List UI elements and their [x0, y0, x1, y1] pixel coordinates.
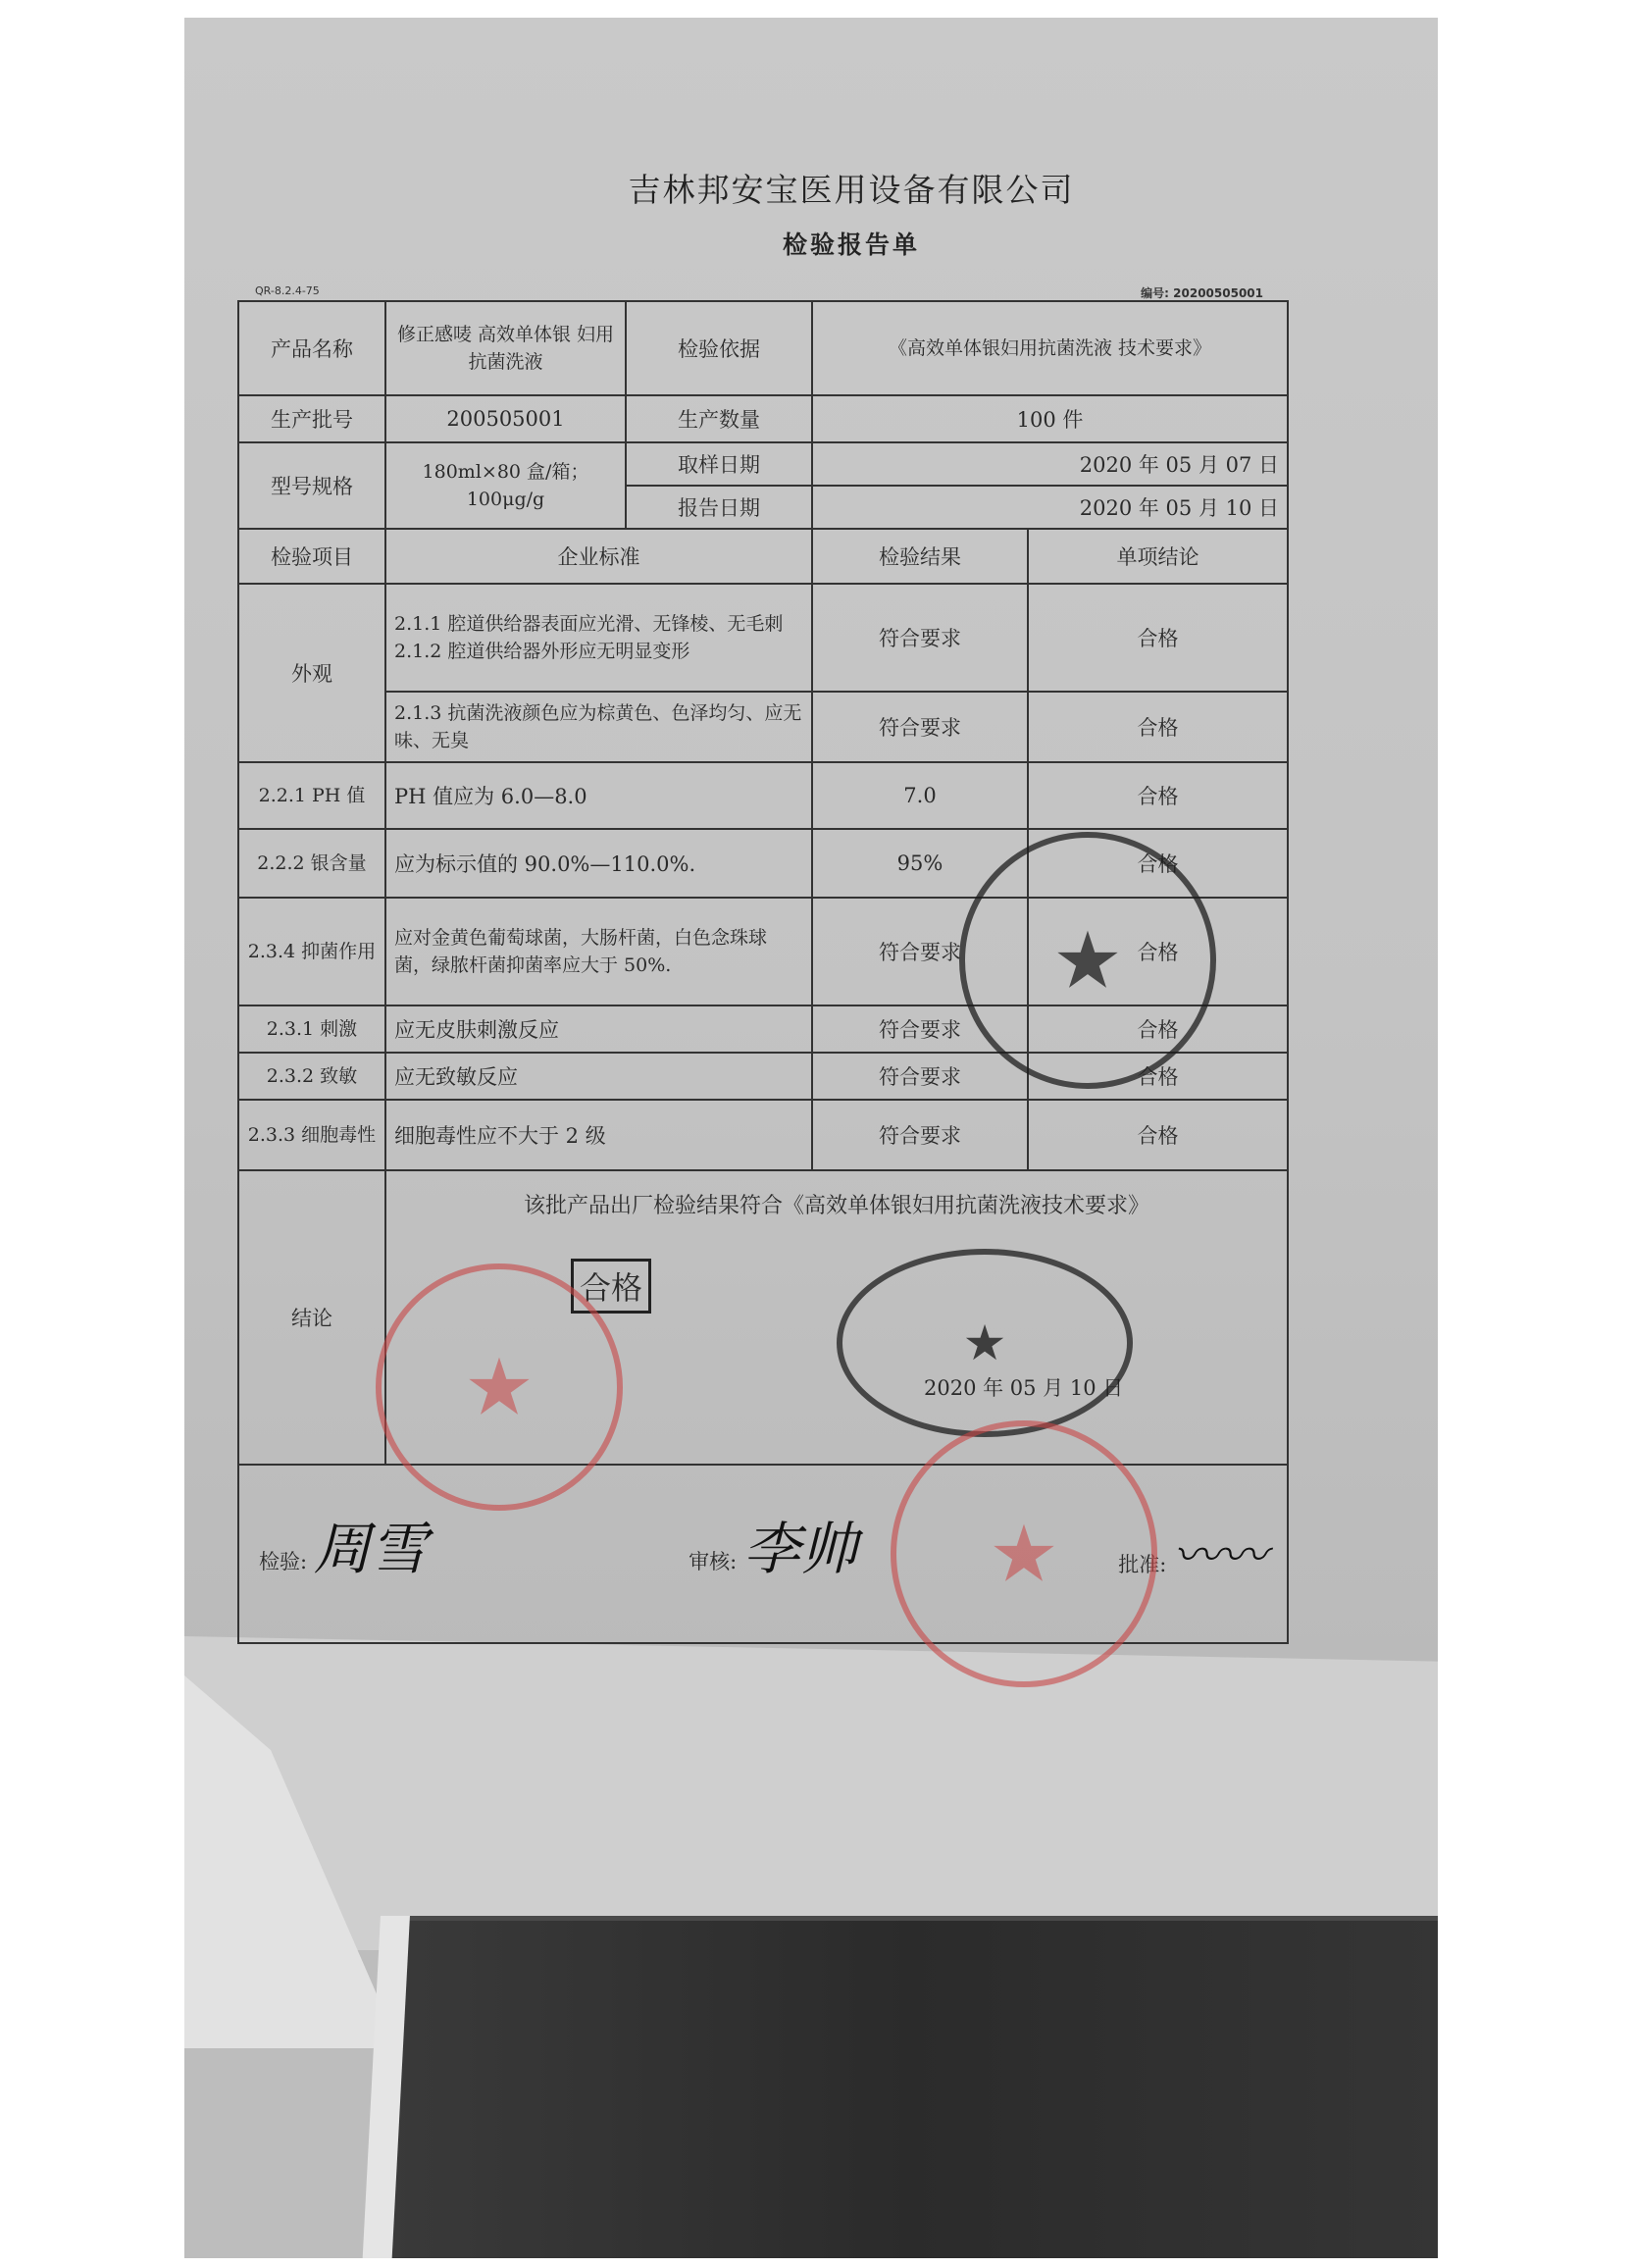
conclusion-date: 2020 年 05 月 10 日 [924, 1376, 1124, 1400]
conclusion-text: 该批产品出厂检验结果符合《高效单体银妇用抗菌洗液技术要求》 [524, 1194, 1150, 1218]
spec-value: 180ml×80 盒/箱； 100μg/g [385, 442, 626, 529]
item-result: 符合要求 [812, 692, 1028, 762]
product-name-value: 修正感唛 高效单体银 妇用抗菌洗液 [385, 301, 626, 395]
item-conclusion: 合格 [1028, 762, 1288, 829]
review-label: 审核: [688, 1550, 738, 1573]
item-conclusion: 合格 [1028, 1100, 1288, 1170]
item-name: 2.3.2 致敏 [238, 1053, 385, 1100]
item-result: 符合要求 [812, 1100, 1028, 1170]
quantity-label: 生产数量 [626, 395, 812, 442]
star-icon: ★ [464, 1341, 535, 1433]
table-row [238, 692, 1288, 762]
conclusion-box-wrap [571, 1259, 1279, 1314]
col-conclusion: 单项结论 [1028, 529, 1288, 584]
item-name: 2.3.4 抑菌作用 [238, 898, 385, 1005]
conclusion-label: 结论 [238, 1170, 385, 1465]
product-name-label: 产品名称 [238, 301, 385, 395]
quantity-value: 100 件 [812, 395, 1288, 442]
table-row [238, 1100, 1288, 1170]
inspection-table [237, 300, 1289, 1644]
report-title: 检验报告单 [782, 231, 920, 259]
item-result: 7.0 [812, 762, 1028, 829]
item-standard: 2.1.3 抗菌洗液颜色应为棕黄色、色泽均匀、应无味、无臭 [385, 692, 812, 762]
approver-signature: 〰〰 [1172, 1528, 1267, 1583]
batch-value: 200505001 [385, 395, 626, 442]
item-standard: 2.1.1 腔道供给器表面应光滑、无锋棱、无毛刺 2.1.2 腔道供给器外形应无明显变形 [385, 584, 812, 692]
table-row [238, 1005, 1288, 1053]
item-conclusion: 合格 [1028, 692, 1288, 762]
item-name: 2.3.3 细胞毒性 [238, 1100, 385, 1170]
item-conclusion: 合格 [1028, 829, 1288, 898]
item-name: 2.2.1 PH 值 [238, 762, 385, 829]
item-name: 2.2.2 银含量 [238, 829, 385, 898]
table-row [238, 395, 1288, 442]
scan-photo [184, 18, 1438, 2258]
inspector-block [259, 1503, 428, 1585]
item-conclusion: 合格 [1028, 898, 1288, 1005]
conclusion-row [238, 1170, 1288, 1465]
signature-line [259, 1503, 1267, 1585]
item-conclusion: 合格 [1028, 584, 1288, 692]
table-row [238, 584, 1288, 692]
item-name: 外观 [238, 584, 385, 762]
table-row [238, 1053, 1288, 1100]
star-icon: ★ [989, 1508, 1059, 1600]
item-standard: 应无致敏反应 [385, 1053, 812, 1100]
col-item: 检验项目 [238, 529, 385, 584]
star-icon: ★ [1052, 914, 1123, 1006]
table-row [238, 301, 1288, 395]
table-row [238, 898, 1288, 1005]
approve-label: 批准: [1118, 1553, 1167, 1576]
signature-row [238, 1465, 1288, 1643]
report-date-label: 报告日期 [626, 486, 812, 529]
table-row [238, 442, 1288, 486]
company-name: 吉林邦安宝医用设备有限公司 [628, 171, 1075, 209]
item-result: 符合要求 [812, 1005, 1028, 1053]
basis-value: 《高效单体银妇用抗菌洗液 技术要求》 [812, 301, 1288, 395]
item-standard: PH 值应为 6.0—8.0 [385, 762, 812, 829]
pass-box: 合格 [571, 1259, 651, 1314]
inspect-label: 检验: [259, 1550, 308, 1573]
conclusion-cell [385, 1170, 1288, 1465]
sample-date-label: 取样日期 [626, 442, 812, 486]
item-standard: 应对金黄色葡萄球菌，大肠杆菌，白色念珠球菌，绿脓杆菌抑菌率应大于 50%. [385, 898, 812, 1005]
table-row [238, 762, 1288, 829]
signature-cell [238, 1465, 1288, 1643]
report-number: 编号: 20200505001 [1141, 286, 1263, 300]
form-code: QR-8.2.4-75 [255, 284, 320, 297]
desk-surface [184, 1636, 1438, 1950]
report-date-value: 2020 年 05 月 10 日 [812, 486, 1288, 529]
item-name: 2.3.1 刺激 [238, 1005, 385, 1053]
inspector-signature: 周雪 [313, 1516, 428, 1582]
table-row [238, 829, 1288, 898]
approver-block [1118, 1518, 1267, 1585]
basis-label: 检验依据 [626, 301, 812, 395]
item-standard: 应为标示值的 90.0%—110.0%. [385, 829, 812, 898]
item-result: 95% [812, 829, 1028, 898]
item-conclusion: 合格 [1028, 1053, 1288, 1100]
item-result: 符合要求 [812, 1053, 1028, 1100]
item-result: 符合要求 [812, 898, 1028, 1005]
item-conclusion: 合格 [1028, 1005, 1288, 1053]
table-header-row [238, 529, 1288, 584]
item-standard: 细胞毒性应不大于 2 级 [385, 1100, 812, 1170]
col-result: 检验结果 [812, 529, 1028, 584]
dark-background [381, 1921, 1438, 2258]
reviewer-signature: 李帅 [742, 1516, 857, 1582]
item-standard: 应无皮肤刺激反应 [385, 1005, 812, 1053]
item-result: 符合要求 [812, 584, 1028, 692]
batch-label: 生产批号 [238, 395, 385, 442]
sample-date-value: 2020 年 05 月 07 日 [812, 442, 1288, 486]
col-standard: 企业标准 [385, 529, 812, 584]
star-icon: ★ [962, 1314, 1007, 1371]
spec-label: 型号规格 [238, 442, 385, 529]
reviewer-block [688, 1503, 857, 1585]
